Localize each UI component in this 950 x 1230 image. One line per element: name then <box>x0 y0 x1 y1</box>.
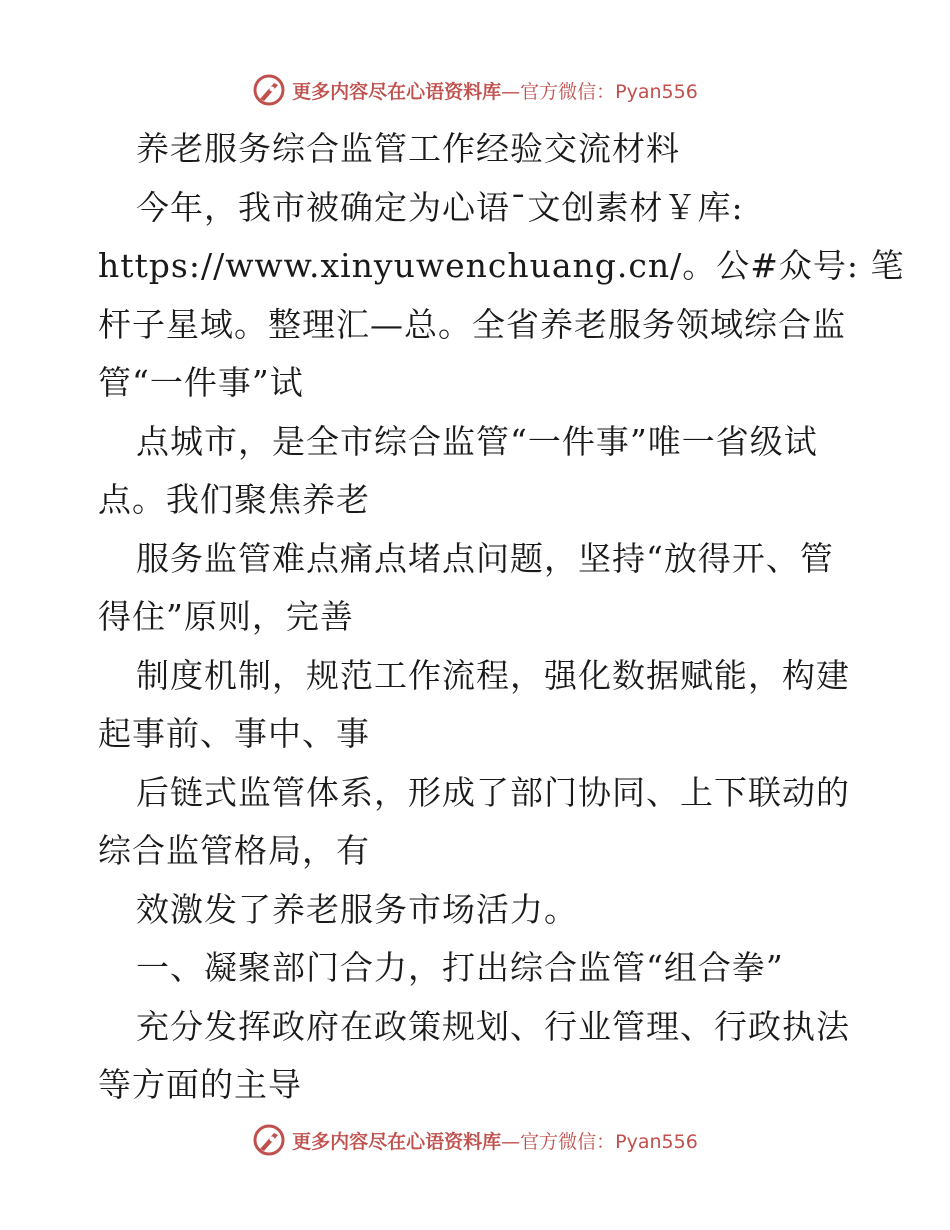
paragraph-line: 点。我们聚焦养老 <box>98 480 370 519</box>
paragraph-line: 后链式监管体系，形成了部门协同、上下联动的 <box>136 772 850 812</box>
header-banner-main-text: 更多内容尽在心语资料库 <box>292 80 502 103</box>
paragraph-line: 服务监管难点痛点堵点问题，坚持“放得开、管 <box>136 538 834 578</box>
header-watermark-banner <box>0 70 950 110</box>
paragraph-line: 杆子星域。整理汇—总。全省养老服务领域综合监 <box>98 304 846 344</box>
paragraph-line: 得住”原则，完善 <box>98 597 354 636</box>
footer-banner-dash: — <box>501 1130 521 1153</box>
footer-banner-contact: 官方微信：Pyan556 <box>520 1130 698 1153</box>
paragraph-line: 今年，我市被确定为心语¯文创素材￥库: <box>136 187 744 227</box>
paragraph-line: 管“一件事”试 <box>98 363 304 402</box>
footer-banner-main-text: 更多内容尽在心语资料库 <box>292 1130 502 1153</box>
paragraph-line: 综合监管格局，有 <box>98 831 370 870</box>
document-title: 养老服务综合监管工作经验交流材料 <box>136 129 680 168</box>
footer-watermark-banner <box>0 1120 950 1160</box>
paragraph-line: 点城市，是全市综合监管“一件事”唯一省级试 <box>136 421 818 461</box>
header-banner-dash: — <box>501 80 521 103</box>
paragraph-line: 制度机制，规范工作流程，强化数据赋能，构建 <box>136 655 850 695</box>
paragraph-line: 起事前、事中、事 <box>98 714 370 753</box>
document-body <box>98 120 905 1115</box>
paragraph-line: 等方面的主导 <box>98 1065 302 1104</box>
paragraph-line: 效激发了养老服务市场活力。 <box>136 889 578 929</box>
paragraph-line: https://www.xinyuwenchuang.cn/。公#众号: 笔 <box>98 246 905 285</box>
pen-logo-icon <box>252 73 286 107</box>
paragraph-line: 充分发挥政府在政策规划、行业管理、行政执法 <box>136 1006 850 1046</box>
pen-logo-icon <box>252 1123 286 1157</box>
section-heading: 一、凝聚部门合力，打出综合监管“组合拳” <box>136 948 784 987</box>
header-banner-contact: 官方微信：Pyan556 <box>520 80 698 103</box>
